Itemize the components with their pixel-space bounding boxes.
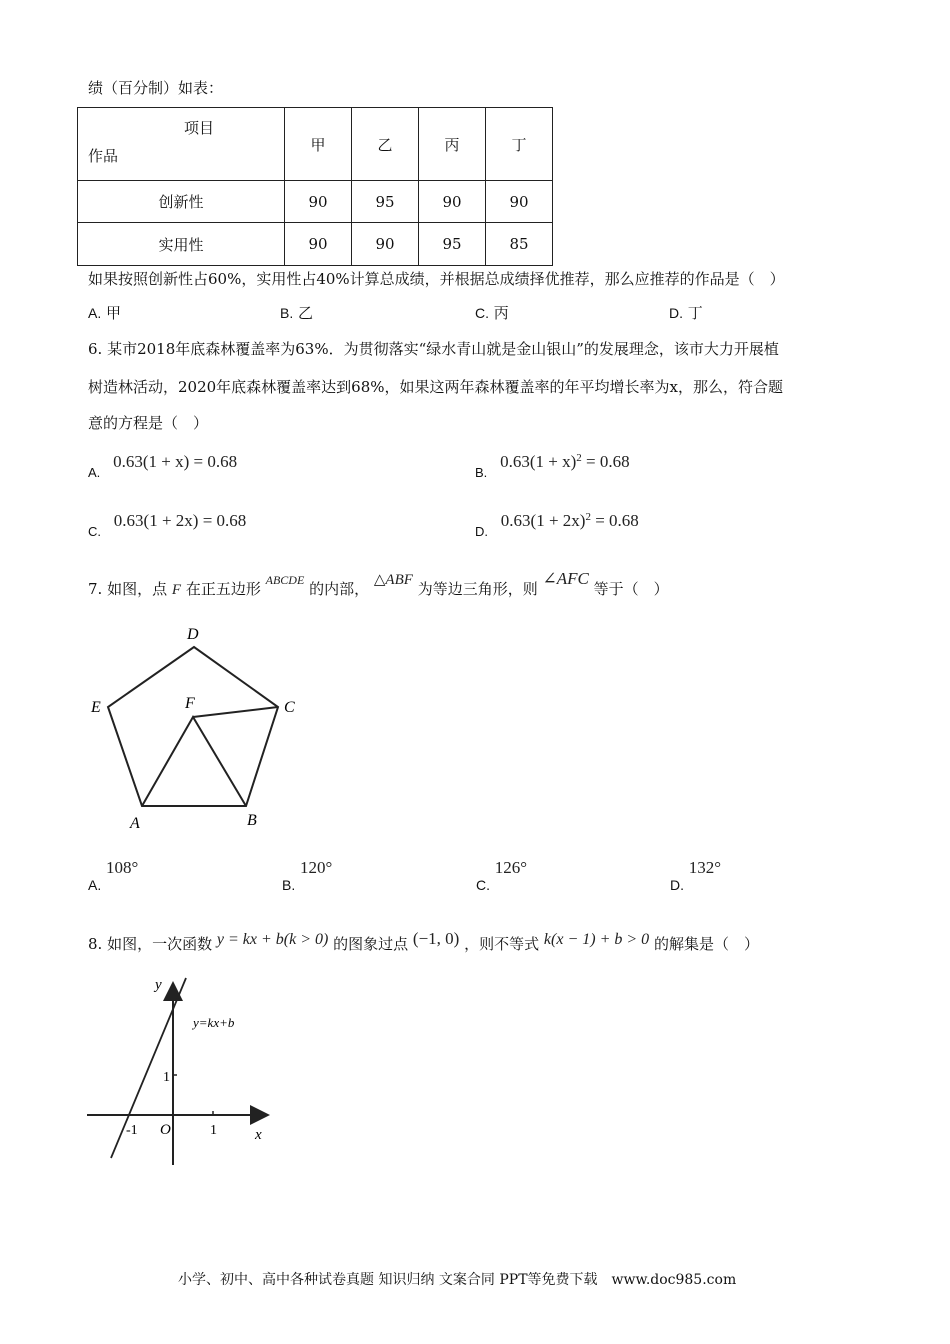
row-label: 创新性 <box>78 181 285 223</box>
option-value: 108° <box>106 858 139 877</box>
x-axis-label: x <box>255 1127 262 1143</box>
q7-text-3: 的内部， <box>309 580 370 598</box>
q5-stem: 如果按照创新性占60%，实用性占40%计算总成绩，并根据总成绩择优推荐，那么应推荐的作品是（ ） <box>88 270 785 288</box>
option-letter: D. <box>475 524 488 539</box>
option-equation-tail: = 0.68 <box>581 452 630 471</box>
q7-option-a[interactable] <box>88 858 139 893</box>
option-letter: A. <box>88 465 101 480</box>
q7-option-b[interactable] <box>282 858 333 893</box>
q7-triangle-name: △ABF <box>373 572 413 588</box>
option-letter: B. <box>280 305 294 321</box>
option-letter: D. <box>670 877 684 893</box>
q7-polygon-name: ABCDE <box>265 573 305 587</box>
corner-top-label: 项目 <box>183 119 214 137</box>
option-value: 126° <box>494 858 528 877</box>
q6-option-c[interactable] <box>88 511 247 539</box>
vertex-label-f: F <box>185 695 195 712</box>
q8-text-4: 的解集是（ ） <box>653 935 759 953</box>
q7-text-2: 在正五边形 <box>185 580 261 598</box>
q6-line-1: 6. 某市2018年底森林覆盖率为63%．为贯彻落实“绿水青山就是金山银山”的发展理念，该市大力开展植 <box>88 340 779 358</box>
option-text: 乙 <box>298 304 314 322</box>
table-header-row <box>78 108 553 181</box>
option-letter: B. <box>475 465 488 480</box>
column-header: 乙 <box>352 108 419 181</box>
table-cell: 95 <box>352 181 419 223</box>
table-cell: 90 <box>419 181 486 223</box>
linear-function-figure <box>80 975 280 1170</box>
q7-option-d[interactable] <box>670 858 722 893</box>
option-exponent: 2 <box>585 511 591 523</box>
option-equation: 0.63(1 + x) = 0.68 <box>113 452 238 471</box>
q8-text-1: 8. 如图，一次函数 <box>88 935 213 953</box>
intro-line: 绩（百分制）如表： <box>88 79 224 97</box>
option-equation: 0.63(1 + 2x) = 0.68 <box>113 511 247 530</box>
corner-bottom-label: 作品 <box>88 147 119 165</box>
q5-option-b[interactable] <box>280 302 313 323</box>
equilateral-triangle <box>142 717 246 806</box>
option-letter: A. <box>88 305 102 321</box>
q6-line-3: 意的方程是（ ） <box>88 414 209 432</box>
option-letter: D. <box>669 305 683 321</box>
q8-function: y = kx + b(k > 0) <box>216 931 329 948</box>
option-letter: C. <box>475 305 489 321</box>
table-row <box>78 181 553 223</box>
option-letter: A. <box>88 877 102 893</box>
option-letter: C. <box>88 524 101 539</box>
table-cell: 90 <box>285 223 352 266</box>
score-table <box>77 107 553 266</box>
q6-option-b[interactable] <box>475 452 630 480</box>
origin-label: O <box>160 1122 171 1138</box>
q8-inequality: k(x − 1) + b > 0 <box>543 931 650 948</box>
function-label: y=kx+b <box>193 1015 235 1030</box>
table-cell: 95 <box>419 223 486 266</box>
option-equation: 0.63(1 + x) <box>500 452 577 471</box>
q7-text-1: 7. 如图，点 <box>88 580 168 598</box>
option-text: 丙 <box>493 304 509 322</box>
column-header: 甲 <box>285 108 352 181</box>
q7-text-4: 为等边三角形，则 <box>417 580 538 598</box>
q5-option-c[interactable] <box>475 302 509 323</box>
q6-line-2: 树造林活动，2020年底森林覆盖率达到68%，如果这两年森林覆盖率的年平均增长率为x，那么，符合题 <box>88 378 783 396</box>
column-header: 丁 <box>486 108 553 181</box>
segment-fc <box>193 707 278 717</box>
option-text: 甲 <box>106 304 122 322</box>
q7-text-5: 等于（ ） <box>593 580 669 598</box>
option-letter: C. <box>476 877 490 893</box>
table-cell: 90 <box>486 181 553 223</box>
q6-option-a[interactable] <box>88 452 238 480</box>
vertex-label-e: E <box>91 699 101 716</box>
table-cell: 90 <box>285 181 352 223</box>
row-label: 实用性 <box>78 223 285 266</box>
option-equation: 0.63(1 + 2x) <box>500 511 586 530</box>
q7-point-f: F <box>171 582 182 598</box>
q8-text-2: 的图象过点 <box>333 935 409 953</box>
option-value: 120° <box>300 858 333 877</box>
table-row <box>78 223 553 266</box>
column-header: 丙 <box>419 108 486 181</box>
q8-text-3: ，则不等式 <box>464 935 540 953</box>
pentagon-figure <box>80 620 320 835</box>
x-tick-label-1: 1 <box>210 1123 217 1138</box>
vertex-label-b: B <box>247 812 257 829</box>
table-corner-cell <box>78 108 285 181</box>
table-cell: 90 <box>352 223 419 266</box>
q7-angle-name: ∠AFC <box>542 569 589 588</box>
q5-option-a[interactable] <box>88 302 121 323</box>
q6-option-d[interactable] <box>475 511 639 539</box>
q7-option-c[interactable] <box>476 858 528 893</box>
q8-point: (−1, 0) <box>412 929 460 948</box>
pentagon-outline <box>108 647 278 806</box>
vertex-label-d: D <box>187 626 199 643</box>
q5-option-d[interactable] <box>669 302 703 323</box>
option-letter: B. <box>282 877 296 893</box>
option-exponent: 2 <box>576 452 582 464</box>
vertex-label-a: A <box>130 815 140 832</box>
option-text: 丁 <box>687 304 703 322</box>
q7-stem <box>88 569 669 599</box>
y-axis-label: y <box>155 977 162 993</box>
option-equation-tail: = 0.68 <box>590 511 639 530</box>
x-tick-label-neg1: -1 <box>126 1123 138 1138</box>
q8-stem <box>88 929 759 954</box>
table-cell: 85 <box>486 223 553 266</box>
y-tick-label-1: 1 <box>163 1070 170 1085</box>
option-value: 132° <box>688 858 722 877</box>
vertex-label-c: C <box>284 699 295 716</box>
page-footer: 小学、初中、高中各种试卷真题 知识归纳 文案合同 PPT等免费下载 www.doc985.com <box>178 1272 737 1288</box>
function-line <box>111 978 186 1158</box>
